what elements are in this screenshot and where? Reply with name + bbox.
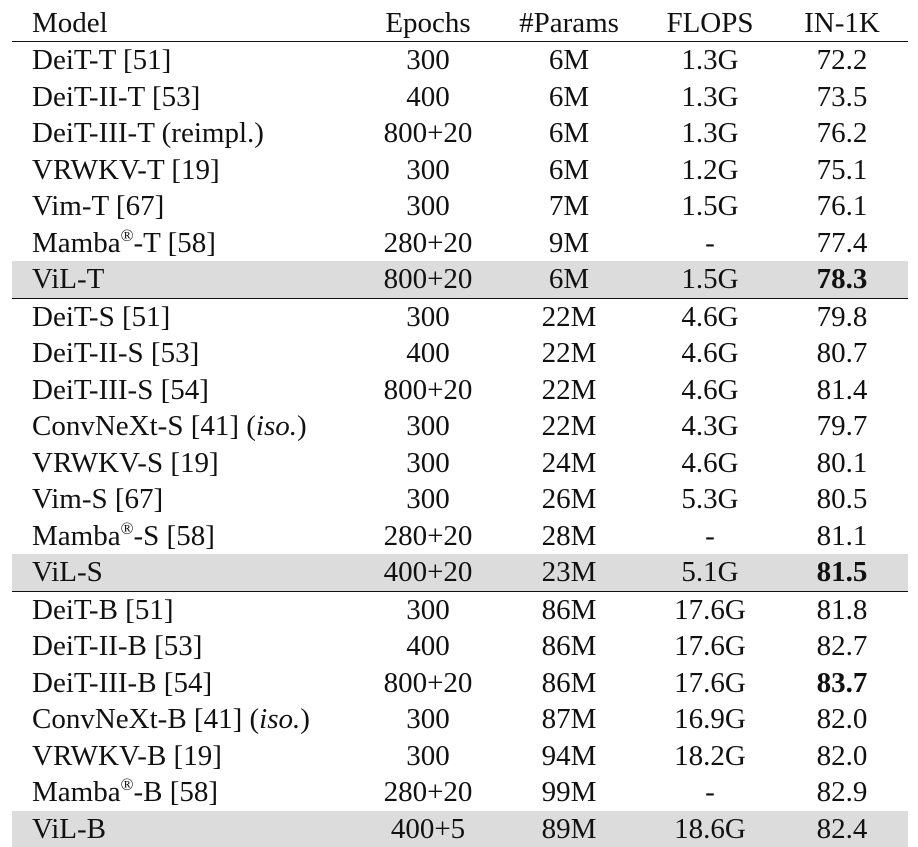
- cell-params: 22M: [494, 335, 644, 372]
- cell-params: 87M: [494, 701, 644, 738]
- table-row: [12, 628, 908, 665]
- model-name-rest: -S [58]: [134, 520, 215, 552]
- cell-flops: -: [644, 518, 776, 555]
- table-row: [12, 79, 908, 116]
- cell-model: VRWKV-S [19]: [12, 445, 362, 482]
- registered-mark: ®: [121, 775, 134, 794]
- cell-flops: 1.3G: [644, 115, 776, 152]
- cell-in1k: 75.1: [776, 152, 908, 189]
- cell-params: 7M: [494, 188, 644, 225]
- cell-model: DeiT-B [51]: [12, 591, 362, 628]
- cell-params: 94M: [494, 738, 644, 775]
- cell-epochs: 300: [362, 445, 494, 482]
- cell-epochs: 800+20: [362, 372, 494, 409]
- table-row: [12, 481, 908, 518]
- model-name-base: Mamba: [32, 520, 121, 552]
- table-row: [12, 188, 908, 225]
- model-name-rest: -B [58]: [134, 776, 219, 808]
- cell-model: Vim-T [67]: [12, 188, 362, 225]
- cell-params: 6M: [494, 261, 644, 298]
- model-name-rest: ): [297, 410, 307, 442]
- cell-params: 6M: [494, 79, 644, 116]
- cell-in1k: 77.4: [776, 225, 908, 262]
- table-row: [12, 701, 908, 738]
- cell-in1k: 81.8: [776, 591, 908, 628]
- cell-flops: 4.3G: [644, 408, 776, 445]
- cell-in1k-best: 83.7: [776, 665, 908, 702]
- model-name-rest: ): [300, 703, 310, 735]
- cell-in1k: 82.4: [776, 811, 908, 847]
- results-table: [12, 4, 908, 847]
- model-name-base: Mamba: [32, 227, 121, 259]
- cell-epochs: 300: [362, 298, 494, 335]
- table-row: [12, 591, 908, 628]
- cell-model: [12, 225, 362, 262]
- cell-model: DeiT-II-B [53]: [12, 628, 362, 665]
- cell-params: 86M: [494, 591, 644, 628]
- cell-flops: 4.6G: [644, 335, 776, 372]
- cell-model: ViL-T: [12, 261, 362, 298]
- model-name-rest: -T [58]: [134, 227, 216, 259]
- cell-epochs: 300: [362, 188, 494, 225]
- registered-mark: ®: [121, 519, 134, 538]
- table-row: [12, 774, 908, 811]
- cell-model: [12, 408, 362, 445]
- table-row: [12, 298, 908, 335]
- cell-in1k: 82.7: [776, 628, 908, 665]
- cell-params: 28M: [494, 518, 644, 555]
- header-model: Model: [12, 4, 362, 42]
- cell-model: DeiT-III-S [54]: [12, 372, 362, 409]
- cell-epochs: 400: [362, 79, 494, 116]
- cell-in1k: 82.0: [776, 738, 908, 775]
- cell-params: 89M: [494, 811, 644, 847]
- table-row: [12, 738, 908, 775]
- model-name-italic: iso.: [256, 410, 297, 442]
- cell-flops: 1.5G: [644, 261, 776, 298]
- cell-model: DeiT-III-T (reimpl.): [12, 115, 362, 152]
- table-row: [12, 518, 908, 555]
- model-name-italic: iso.: [259, 703, 300, 735]
- cell-epochs: 800+20: [362, 665, 494, 702]
- cell-model: [12, 774, 362, 811]
- cell-flops: 18.2G: [644, 738, 776, 775]
- model-name-base: ConvNeXt-B [41] (: [32, 703, 259, 735]
- cell-flops: -: [644, 225, 776, 262]
- cell-in1k: 76.1: [776, 188, 908, 225]
- table-header: [12, 4, 908, 42]
- header-epochs: Epochs: [362, 4, 494, 42]
- table-row-highlighted: [12, 261, 908, 298]
- cell-model: DeiT-S [51]: [12, 298, 362, 335]
- cell-flops: -: [644, 774, 776, 811]
- table-row: [12, 408, 908, 445]
- table-row-highlighted: [12, 554, 908, 591]
- cell-flops: 1.2G: [644, 152, 776, 189]
- cell-epochs: 300: [362, 408, 494, 445]
- cell-in1k: 76.2: [776, 115, 908, 152]
- model-name-base: ConvNeXt-S [41] (: [32, 410, 256, 442]
- cell-params: 86M: [494, 665, 644, 702]
- cell-epochs: 300: [362, 152, 494, 189]
- cell-model: [12, 518, 362, 555]
- cell-epochs: 800+20: [362, 261, 494, 298]
- cell-flops: 1.5G: [644, 188, 776, 225]
- table-row: [12, 152, 908, 189]
- cell-in1k: 79.8: [776, 298, 908, 335]
- cell-in1k: 80.7: [776, 335, 908, 372]
- model-name-base: Mamba: [32, 776, 121, 808]
- cell-model: Vim-S [67]: [12, 481, 362, 518]
- results-table-container: [12, 4, 908, 847]
- cell-model: ViL-S: [12, 554, 362, 591]
- cell-epochs: 400: [362, 628, 494, 665]
- cell-in1k: 72.2: [776, 42, 908, 79]
- cell-model: VRWKV-B [19]: [12, 738, 362, 775]
- cell-model: ViL-B: [12, 811, 362, 847]
- cell-epochs: 300: [362, 738, 494, 775]
- cell-params: 26M: [494, 481, 644, 518]
- table-row: [12, 115, 908, 152]
- cell-params: 9M: [494, 225, 644, 262]
- cell-flops: 4.6G: [644, 298, 776, 335]
- cell-params: 22M: [494, 408, 644, 445]
- header-row: [12, 4, 908, 42]
- cell-params: 23M: [494, 554, 644, 591]
- cell-flops: 4.6G: [644, 445, 776, 482]
- cell-model: VRWKV-T [19]: [12, 152, 362, 189]
- cell-params: 22M: [494, 372, 644, 409]
- cell-model: DeiT-T [51]: [12, 42, 362, 79]
- cell-params: 6M: [494, 152, 644, 189]
- cell-in1k-best: 78.3: [776, 261, 908, 298]
- cell-flops: 5.1G: [644, 554, 776, 591]
- cell-params: 22M: [494, 298, 644, 335]
- cell-in1k: 81.4: [776, 372, 908, 409]
- table-row: [12, 225, 908, 262]
- cell-epochs: 280+20: [362, 774, 494, 811]
- cell-model: DeiT-III-B [54]: [12, 665, 362, 702]
- cell-flops: 17.6G: [644, 628, 776, 665]
- cell-flops: 16.9G: [644, 701, 776, 738]
- cell-epochs: 300: [362, 591, 494, 628]
- cell-params: 6M: [494, 115, 644, 152]
- cell-model: DeiT-II-T [53]: [12, 79, 362, 116]
- cell-epochs: 300: [362, 701, 494, 738]
- cell-in1k: 82.0: [776, 701, 908, 738]
- cell-in1k: 80.1: [776, 445, 908, 482]
- cell-in1k: 82.9: [776, 774, 908, 811]
- table-row: [12, 372, 908, 409]
- cell-epochs: 400+5: [362, 811, 494, 847]
- table-row-highlighted: [12, 811, 908, 847]
- cell-flops: 5.3G: [644, 481, 776, 518]
- cell-epochs: 400: [362, 335, 494, 372]
- cell-flops: 17.6G: [644, 665, 776, 702]
- cell-params: 6M: [494, 42, 644, 79]
- cell-epochs: 300: [362, 42, 494, 79]
- cell-in1k: 79.7: [776, 408, 908, 445]
- cell-epochs: 300: [362, 481, 494, 518]
- cell-in1k-best: 81.5: [776, 554, 908, 591]
- header-params: #Params: [494, 4, 644, 42]
- table-row: [12, 335, 908, 372]
- table-row: [12, 445, 908, 482]
- cell-flops: 4.6G: [644, 372, 776, 409]
- table-body: [12, 42, 908, 847]
- cell-flops: 17.6G: [644, 591, 776, 628]
- cell-flops: 18.6G: [644, 811, 776, 847]
- cell-model: [12, 701, 362, 738]
- cell-flops: 1.3G: [644, 42, 776, 79]
- cell-in1k: 73.5: [776, 79, 908, 116]
- cell-epochs: 280+20: [362, 518, 494, 555]
- cell-model: DeiT-II-S [53]: [12, 335, 362, 372]
- cell-flops: 1.3G: [644, 79, 776, 116]
- cell-epochs: 800+20: [362, 115, 494, 152]
- cell-in1k: 80.5: [776, 481, 908, 518]
- cell-params: 99M: [494, 774, 644, 811]
- header-in1k: IN-1K: [776, 4, 908, 42]
- cell-params: 24M: [494, 445, 644, 482]
- table-row: [12, 42, 908, 79]
- cell-params: 86M: [494, 628, 644, 665]
- table-row: [12, 665, 908, 702]
- cell-epochs: 280+20: [362, 225, 494, 262]
- cell-epochs: 400+20: [362, 554, 494, 591]
- registered-mark: ®: [121, 226, 134, 245]
- header-flops: FLOPS: [644, 4, 776, 42]
- cell-in1k: 81.1: [776, 518, 908, 555]
